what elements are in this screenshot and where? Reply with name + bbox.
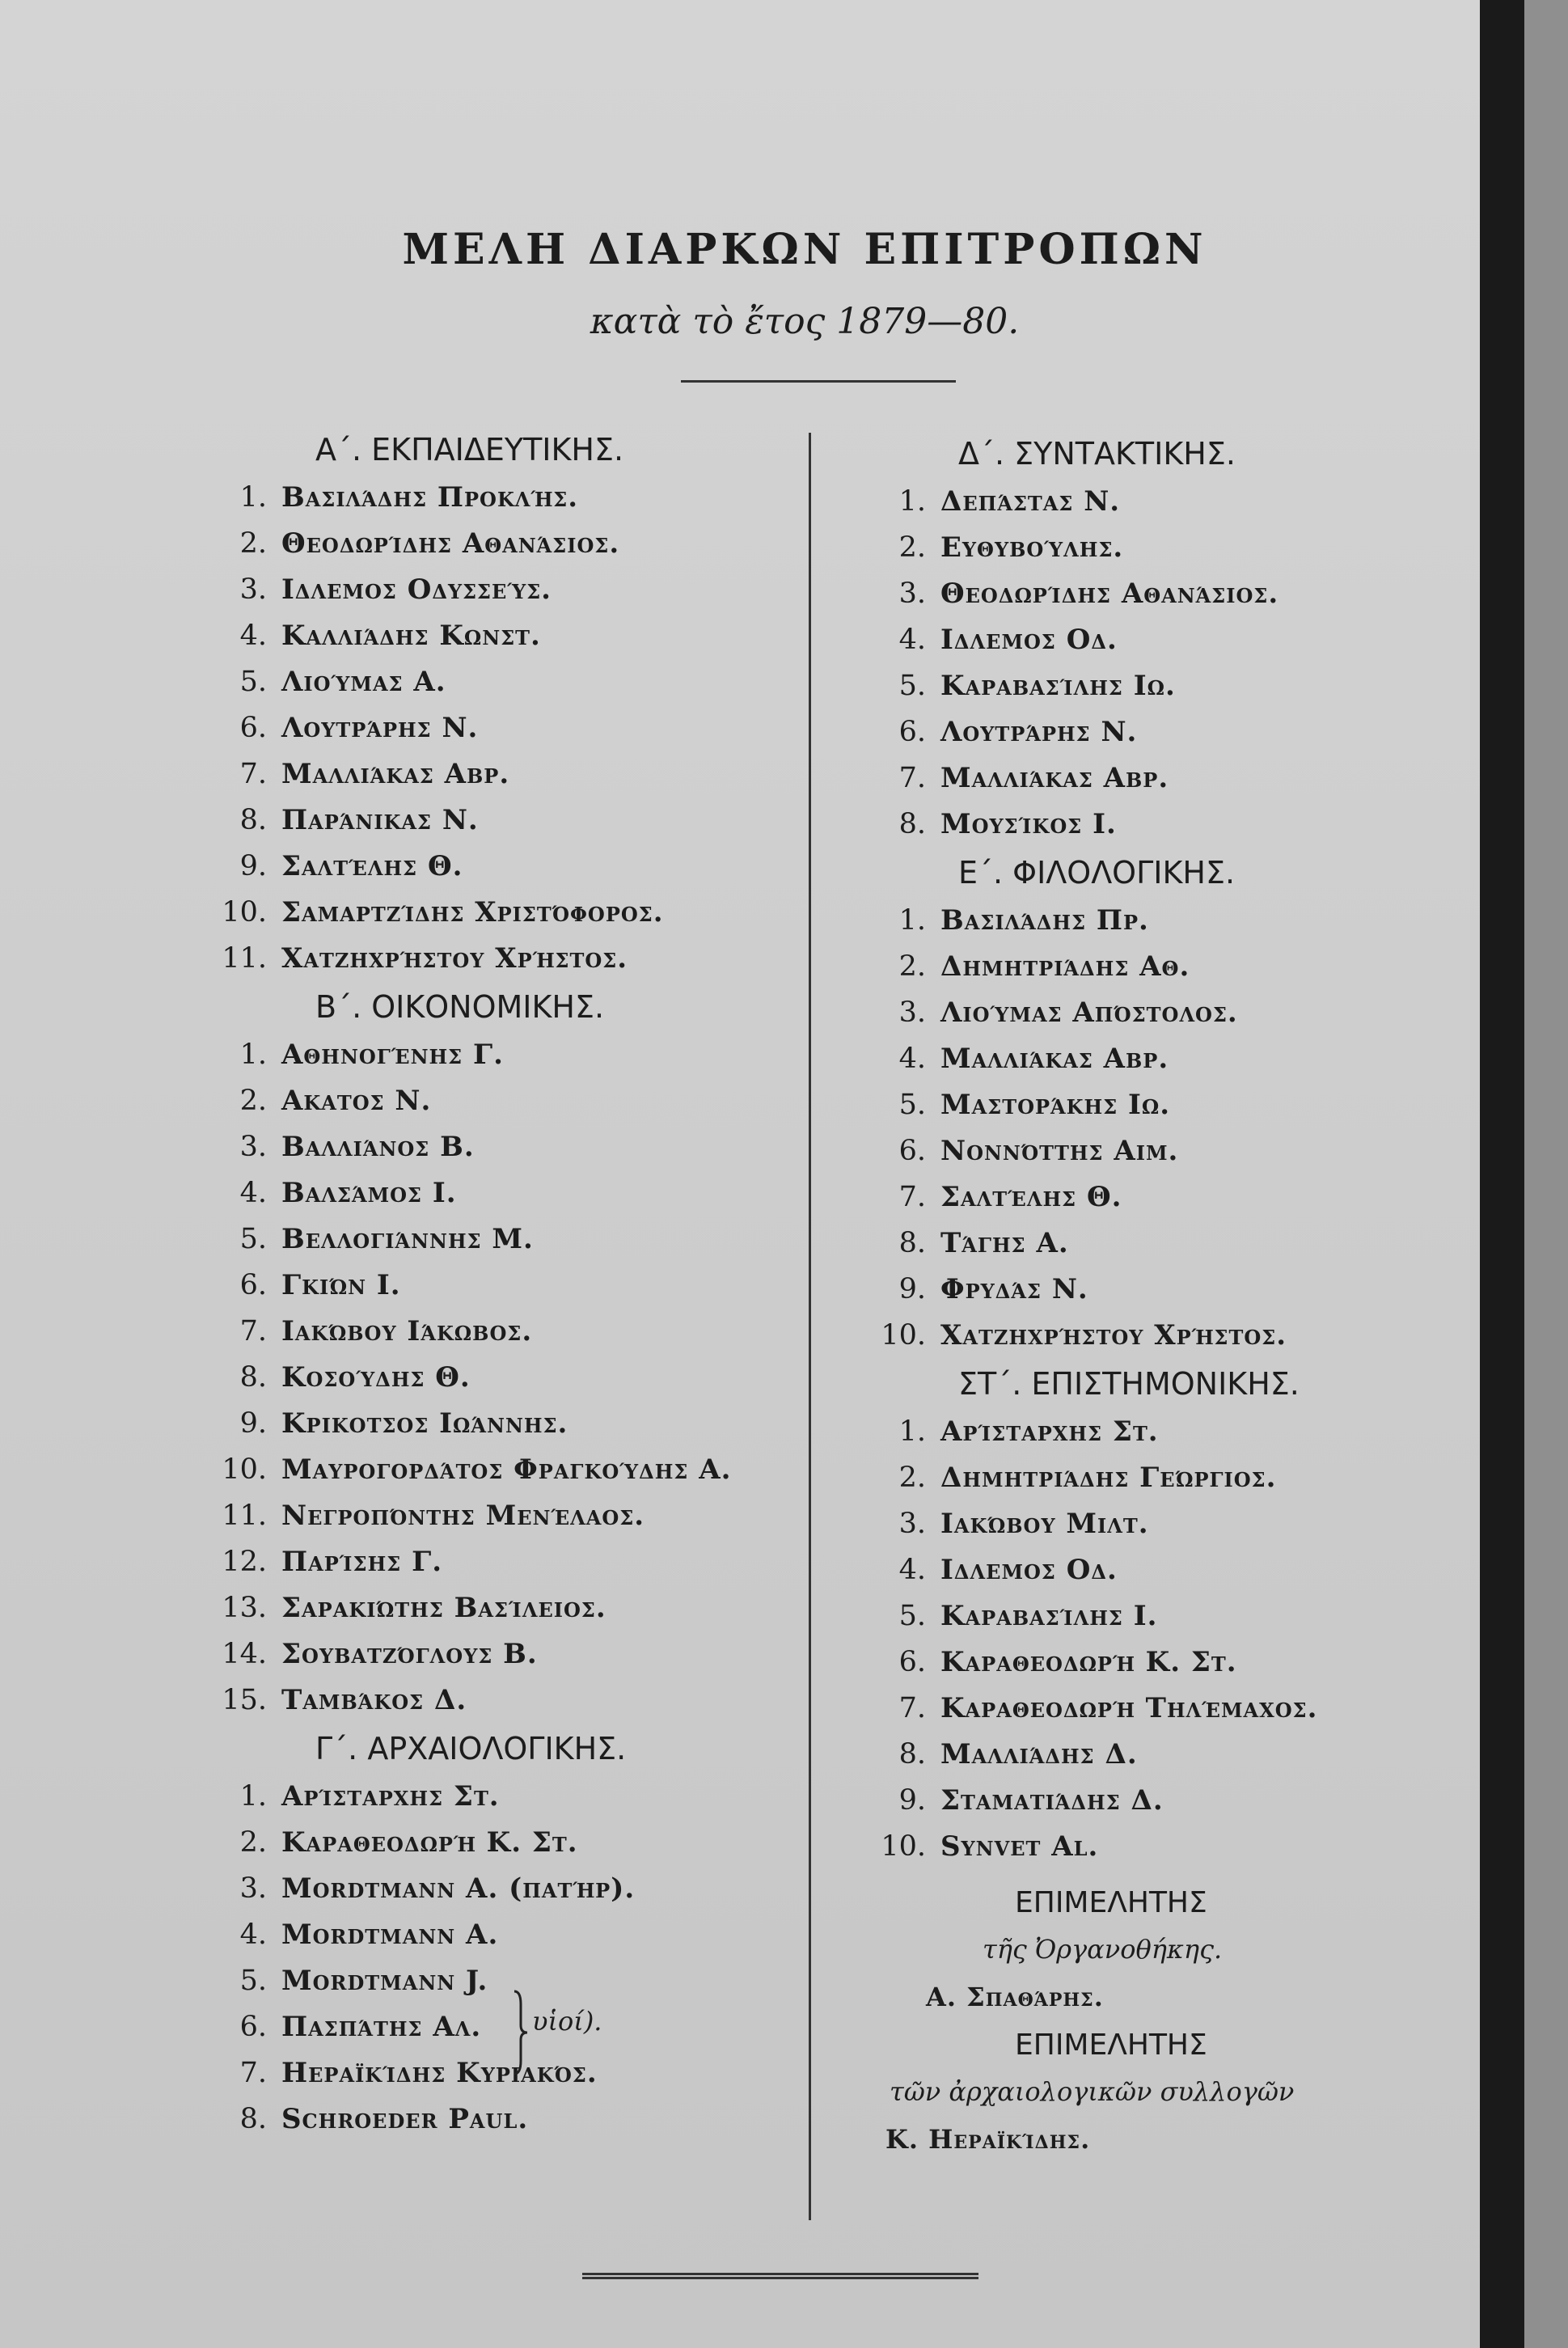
member-name: Μουσίκος Ι. xyxy=(940,808,1117,840)
item-number: 9. xyxy=(898,1784,926,1817)
item-number: 8. xyxy=(898,1227,926,1259)
member-list-educational xyxy=(202,475,792,982)
member-name: Αρίσταρχης Στ. xyxy=(940,1415,1159,1448)
curator-name-instruments: Α. Σπαθάρης. xyxy=(926,1982,1104,2012)
member-name: Λιούμας Α. xyxy=(281,666,446,698)
member-name: Σαλτέλης Θ. xyxy=(281,850,463,882)
item-number: 1. xyxy=(239,1039,267,1071)
item-number: 7. xyxy=(239,2057,267,2089)
member-name: Λιούμας Απόστολος. xyxy=(940,996,1238,1029)
list-item xyxy=(861,1593,1443,1639)
list-item xyxy=(861,617,1443,663)
list-item xyxy=(861,1174,1443,1221)
item-number: 5. xyxy=(898,1600,926,1632)
item-number: 2. xyxy=(898,950,926,983)
item-number: 1. xyxy=(239,481,267,514)
list-item xyxy=(202,1912,792,1958)
curator-heading-instruments: ΕΠΙΜΕΛΗΤΗΣ xyxy=(1015,1886,1207,1919)
member-name: Schroeder Paul. xyxy=(281,2103,529,2135)
list-item xyxy=(202,1585,792,1631)
item-number: 2. xyxy=(898,1462,926,1494)
member-name: Βασιλάδης Πρ. xyxy=(940,904,1149,937)
item-number: 2. xyxy=(239,1085,267,1117)
member-name: Ιδλεμος Οδ. xyxy=(940,1554,1118,1586)
member-name: Τάγης Α. xyxy=(940,1227,1069,1259)
curator-heading-archaeological: ΕΠΙΜΕΛΗΤΗΣ xyxy=(1015,2029,1207,2062)
member-name: Mordtmann Α. xyxy=(281,1919,499,1951)
list-item xyxy=(861,1221,1443,1267)
item-number: 6. xyxy=(239,2011,267,2043)
list-item xyxy=(861,1267,1443,1313)
member-name: Σταματιάδης Δ. xyxy=(940,1784,1164,1817)
item-number: 8. xyxy=(239,804,267,836)
member-name: Δημητριάδης Γεώργιος. xyxy=(940,1462,1277,1494)
bottom-double-rule xyxy=(582,2273,978,2279)
list-item xyxy=(202,1309,792,1355)
item-number: 8. xyxy=(239,1361,267,1394)
item-number: 3. xyxy=(898,1508,926,1540)
list-item xyxy=(861,1082,1443,1128)
list-item xyxy=(202,844,792,890)
item-number: 6. xyxy=(239,1269,267,1301)
member-name: Αθηνογένης Γ. xyxy=(281,1039,504,1071)
member-name: Γκιών Ι. xyxy=(281,1269,401,1301)
member-name: Ιακώβου Μιλτ. xyxy=(940,1508,1149,1540)
list-item xyxy=(202,1631,792,1677)
item-number: 4. xyxy=(239,620,267,652)
item-number: 4. xyxy=(898,624,926,656)
list-item xyxy=(861,1824,1443,1870)
item-number: 7. xyxy=(898,1692,926,1724)
list-item xyxy=(202,1958,792,2004)
section-heading-scientific: ΣΤ΄. ΕΠΙΣΤΗΜΟΝΙΚΗΣ. xyxy=(958,1366,1300,1402)
list-item xyxy=(202,567,792,613)
right-column xyxy=(861,429,1443,2164)
list-item xyxy=(861,1686,1443,1732)
item-number: 1. xyxy=(898,1415,926,1448)
item-number: 1. xyxy=(898,904,926,937)
member-name: Μαυρογορδάτος Φραγκούδης Α. xyxy=(281,1453,732,1486)
list-item xyxy=(202,890,792,936)
page-edge-shadow xyxy=(1480,0,1524,2348)
member-name: Σαρακιώτης Βασίλειος. xyxy=(281,1592,606,1624)
member-list-archaeological xyxy=(202,1774,792,2143)
item-number: 5. xyxy=(239,1965,267,1997)
member-name: Ακατος Ν. xyxy=(281,1085,432,1117)
item-number: 2. xyxy=(239,527,267,560)
list-item xyxy=(202,1124,792,1170)
item-number: 4. xyxy=(898,1554,926,1586)
member-name: Καραθεοδωρή Κ. Στ. xyxy=(281,1826,578,1859)
member-name: Πασπάτης Αλ. xyxy=(281,2011,482,2043)
list-item xyxy=(202,1263,792,1309)
item-number: 11. xyxy=(222,942,267,975)
member-name: Αρίσταρχης Στ. xyxy=(281,1780,500,1813)
member-name: Βασιλάδης Προκλής. xyxy=(281,481,579,514)
list-item xyxy=(202,1866,792,1912)
member-name: Θεοδωρίδης Αθανάσιος. xyxy=(281,527,620,560)
list-item xyxy=(202,1170,792,1216)
list-item xyxy=(861,1547,1443,1593)
item-number: 6. xyxy=(898,1646,926,1678)
member-name: Φρυδάς Ν. xyxy=(940,1273,1088,1305)
item-number: 13. xyxy=(222,1592,267,1624)
list-item xyxy=(861,1455,1443,1501)
item-number: 2. xyxy=(239,1826,267,1859)
list-item xyxy=(861,709,1443,755)
item-number: 2. xyxy=(898,531,926,564)
list-item xyxy=(861,1036,1443,1082)
list-item xyxy=(202,1078,792,1124)
member-name: Λουτράρης Ν. xyxy=(281,712,479,744)
member-name: Καραθεοδωρή Κ. Στ. xyxy=(940,1646,1237,1678)
item-number: 3. xyxy=(898,996,926,1029)
list-item xyxy=(861,1732,1443,1778)
member-name: Νεγροπόντης Μενέλαος. xyxy=(281,1500,645,1532)
list-item xyxy=(861,898,1443,944)
item-number: 5. xyxy=(239,1223,267,1255)
title-underline xyxy=(681,380,956,383)
member-name: Καραβασίλης Ι. xyxy=(940,1600,1158,1632)
left-column xyxy=(202,425,792,2143)
list-item xyxy=(202,2004,792,2050)
list-item xyxy=(202,475,792,521)
list-item xyxy=(202,521,792,567)
list-item xyxy=(861,1313,1443,1359)
item-number: 7. xyxy=(898,1181,926,1213)
item-number: 10. xyxy=(222,1453,267,1486)
member-name: Ιακώβου Ιάκωβος. xyxy=(281,1315,533,1347)
item-number: 11. xyxy=(222,1500,267,1532)
list-item xyxy=(202,1539,792,1585)
section-heading-economic: Β΄. ΟΙΚΟΝΟΜΙΚΗΣ. xyxy=(315,989,605,1025)
list-item xyxy=(202,797,792,844)
list-item xyxy=(861,525,1443,571)
list-item xyxy=(861,944,1443,990)
brace-sons xyxy=(509,1988,529,2077)
section-heading-educational: Α΄. ΕΚΠΑΙΔΕΥΤΙΚΗΣ. xyxy=(315,432,624,467)
list-item xyxy=(202,1447,792,1493)
list-item xyxy=(202,705,792,751)
list-item xyxy=(202,1401,792,1447)
item-number: 3. xyxy=(239,1131,267,1163)
item-number: 7. xyxy=(898,762,926,794)
item-number: 5. xyxy=(898,1089,926,1121)
member-name: Λουτράρης Ν. xyxy=(940,716,1138,748)
list-item xyxy=(861,1639,1443,1686)
member-name: Σουβατζόγλους Β. xyxy=(281,1638,538,1670)
page-edge-margin xyxy=(1524,0,1568,2348)
item-number: 3. xyxy=(239,1872,267,1905)
item-number: 6. xyxy=(898,716,926,748)
member-list-editorial xyxy=(861,479,1443,848)
member-name: Μαλλιάκας Αβρ. xyxy=(940,1043,1169,1075)
member-name: Βαλσάμος Ι. xyxy=(281,1177,457,1209)
list-item xyxy=(861,1128,1443,1174)
section-heading-philological: Ε΄. ΦΙΛΟΛΟΓΙΚΗΣ. xyxy=(958,855,1236,891)
list-item xyxy=(861,663,1443,709)
member-list-philological xyxy=(861,898,1443,1359)
member-name: Mordtmann Α. (πατήρ). xyxy=(281,1872,636,1905)
item-number: 8. xyxy=(898,808,926,840)
member-name: Synvet Al. xyxy=(940,1830,1099,1863)
item-number: 4. xyxy=(239,1177,267,1209)
member-list-economic xyxy=(202,1032,792,1724)
list-item xyxy=(202,1355,792,1401)
member-name: Mordtmann J. xyxy=(281,1965,488,1997)
list-item xyxy=(202,751,792,797)
item-number: 15. xyxy=(222,1684,267,1716)
member-name: Παρίσης Γ. xyxy=(281,1546,443,1578)
member-name: Ιδλεμος Οδ. xyxy=(940,624,1118,656)
list-item xyxy=(861,802,1443,848)
member-name: Δημητριάδης Αθ. xyxy=(940,950,1190,983)
member-name: Καραθεοδωρή Τηλέμαχος. xyxy=(940,1692,1318,1724)
member-name: Μαστοράκης Ιω. xyxy=(940,1089,1171,1121)
item-number: 9. xyxy=(239,1407,267,1440)
sons-note: υἱοί). xyxy=(532,2006,602,2037)
member-name: Μαλλιάκας Αβρ. xyxy=(940,762,1169,794)
list-item xyxy=(202,1774,792,1820)
list-item xyxy=(202,1820,792,1866)
list-item xyxy=(861,479,1443,525)
item-number: 12. xyxy=(222,1546,267,1578)
item-number: 4. xyxy=(239,1919,267,1951)
list-item xyxy=(202,659,792,705)
item-number: 14. xyxy=(222,1638,267,1670)
curator-subtitle-instruments: τῆς Ὀργανοθήκης. xyxy=(983,1934,1223,1965)
curator-name-archaeological: Κ. Ηεραϊκίδης. xyxy=(885,2124,1091,2155)
list-item xyxy=(861,990,1443,1036)
member-name: Καλλιάδης Κωνστ. xyxy=(281,620,541,652)
list-item xyxy=(861,1778,1443,1824)
item-number: 6. xyxy=(239,712,267,744)
section-heading-archaeological: Γ΄. ΑΡΧΑΙΟΛΟΓΙΚΗΣ. xyxy=(315,1731,627,1766)
list-item xyxy=(202,2050,792,2096)
member-name: Χατζηχρήστου Χρήστος. xyxy=(940,1319,1287,1352)
item-number: 10. xyxy=(222,896,267,929)
list-item xyxy=(861,1501,1443,1547)
member-name: Παράνικας Ν. xyxy=(281,804,479,836)
list-item xyxy=(861,571,1443,617)
member-name: Νοννόττης Αιμ. xyxy=(940,1135,1179,1167)
item-number: 10. xyxy=(881,1319,926,1352)
item-number: 1. xyxy=(898,485,926,518)
member-name: Σαμαρτζίδης Χριστόφορος. xyxy=(281,896,664,929)
member-name: Σαλτέλης Θ. xyxy=(940,1181,1122,1213)
item-number: 3. xyxy=(898,577,926,610)
item-number: 9. xyxy=(239,850,267,882)
member-name: Χατζηχρήστου Χρήστος. xyxy=(281,942,628,975)
member-name: Ιδλεμος Οδυσσεύς. xyxy=(281,573,552,606)
item-number: 4. xyxy=(898,1043,926,1075)
member-name: Δεπάστας Ν. xyxy=(940,485,1121,518)
item-number: 5. xyxy=(898,670,926,702)
member-name: Ηεραϊκίδης Κυριακός. xyxy=(281,2057,598,2089)
list-item xyxy=(202,1677,792,1724)
member-name: Μαλλιάκας Αβρ. xyxy=(281,758,510,790)
section-heading-editorial: Δ΄. ΣΥΝΤΑΚΤΙΚΗΣ. xyxy=(958,436,1236,472)
list-item xyxy=(202,1216,792,1263)
curator-subtitle-archaeological: τῶν ἀρχαιολογικῶν συλλογῶν xyxy=(890,2076,1295,2107)
list-item xyxy=(861,1409,1443,1455)
page-subtitle: κατὰ τὸ ἔτος 1879—80. xyxy=(590,301,1020,342)
list-item xyxy=(202,936,792,982)
list-item xyxy=(202,1493,792,1539)
page-title: ΜΕΛΗ ΔΙΑΡΚΩΝ ΕΠΙΤΡΟΠΩΝ xyxy=(402,225,1207,274)
item-number: 8. xyxy=(898,1738,926,1771)
list-item xyxy=(861,755,1443,802)
member-name: Καραβασίλης Ιω. xyxy=(940,670,1176,702)
list-item xyxy=(202,1032,792,1078)
member-name: Κρικοτσος Ιωάννης. xyxy=(281,1407,568,1440)
item-number: 1. xyxy=(239,1780,267,1813)
item-number: 8. xyxy=(239,2103,267,2135)
member-name: Βαλλιάνος Β. xyxy=(281,1131,475,1163)
list-item xyxy=(202,2096,792,2143)
item-number: 9. xyxy=(898,1273,926,1305)
member-name: Ευθυβούλης. xyxy=(940,531,1124,564)
list-item xyxy=(202,613,792,659)
member-name: Κοσούδης Θ. xyxy=(281,1361,471,1394)
item-number: 6. xyxy=(898,1135,926,1167)
member-name: Ταμβάκος Δ. xyxy=(281,1684,467,1716)
column-divider xyxy=(809,433,811,2220)
item-number: 10. xyxy=(881,1830,926,1863)
member-name: Μαλλιάδης Δ. xyxy=(940,1738,1138,1771)
member-name: Θεοδωρίδης Αθανάσιος. xyxy=(940,577,1279,610)
item-number: 7. xyxy=(239,1315,267,1347)
member-list-scientific xyxy=(861,1409,1443,1870)
item-number: 5. xyxy=(239,666,267,698)
member-name: Βελλογιάννης Μ. xyxy=(281,1223,534,1255)
item-number: 7. xyxy=(239,758,267,790)
item-number: 3. xyxy=(239,573,267,606)
